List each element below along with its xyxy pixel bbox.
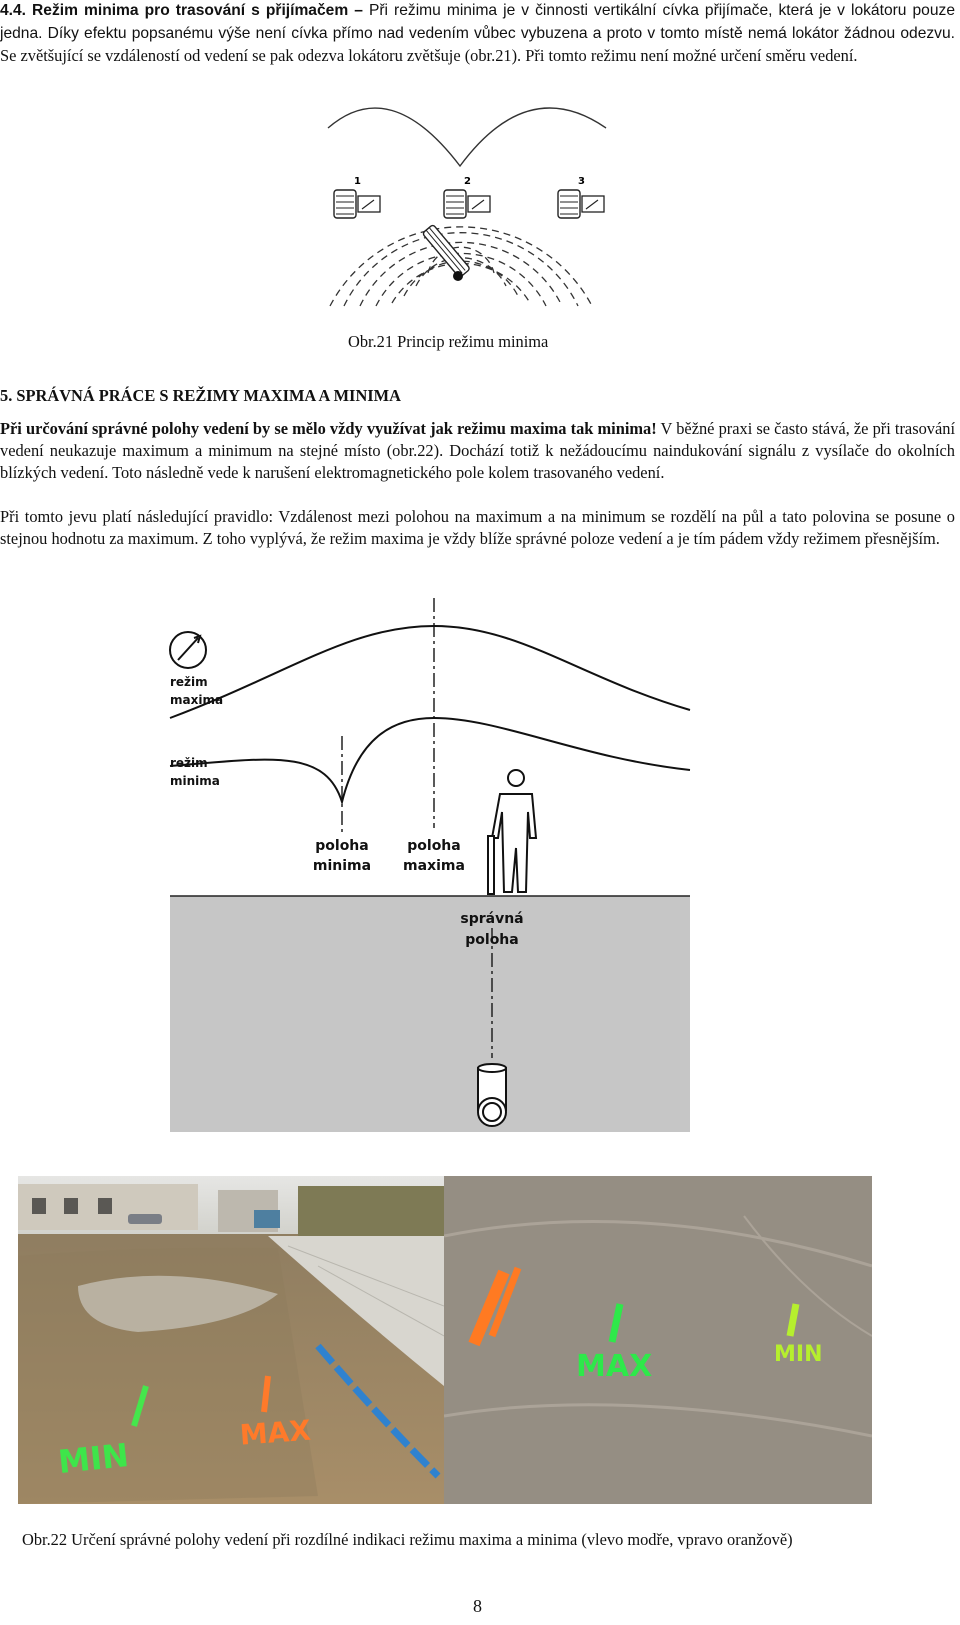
coil-3 (558, 176, 604, 218)
figure-21-minimum-principle (318, 96, 618, 311)
photo-right-surface-markings (444, 1176, 872, 1504)
coil-label-2: 2 (464, 176, 471, 187)
minima-label-2: minima (170, 774, 220, 788)
photo-right-mark-max: MAX (576, 1349, 653, 1384)
figure-22-caption: Obr.22 Určení správné polohy vedení při rozdílné indikaci režimu maxima a minima (vlevo modře, vpravo oranžově) (22, 1530, 793, 1549)
coil-1 (334, 176, 380, 218)
section-5-paragraph-1 (0, 418, 955, 484)
section-4-4-heading: 4.4. Režim minima pro trasování s přijímačem – (0, 2, 363, 19)
maxima-label-2: maxima (170, 693, 224, 707)
maximum-position-label-1: poloha (407, 838, 461, 854)
figure-21-caption: Obr.21 Princip režimu minima (348, 332, 549, 351)
buried-cable-icon (478, 1064, 506, 1126)
section-5-heading: 5. SPRÁVNÁ PRÁCE S REŽIMY MAXIMA A MINIMA (0, 386, 401, 405)
conductor-cross-section (453, 271, 463, 281)
figure-modes-diagram (160, 598, 700, 1138)
photo-left-mark-max: MAX (238, 1413, 312, 1452)
ground-area (170, 896, 690, 1132)
section-4-4-text-1: Při režimu minima je v činnosti vertikální cívka přijímače, která je (362, 2, 832, 19)
coil-2 (444, 176, 490, 218)
maxima-curve (170, 626, 690, 718)
section-5-rule-bold: Při určování správné polohy vedení by se mělo vždy využívat jak režimu maxima tak minima! (0, 419, 657, 438)
minimum-response-curve (328, 108, 606, 166)
photo-left-mark-min: MIN (56, 1435, 131, 1482)
section-4-4-paragraph (0, 0, 955, 67)
minima-label-1: režim (170, 756, 208, 770)
maxima-gauge-icon (170, 632, 206, 668)
page-number: 8 (473, 1596, 482, 1616)
section-5-para1-rest: V běžné praxi se často stává, že při trasování vedení neukazuje maximum a minimum na stejné místo (obr.22). Dochází totiž k nežádoucímu naindukování signálu z vysílače do okolních blízkých vedení. Toto následně vede k narušení elektromagnetického pole kolem trasovaného vedení. (0, 419, 955, 482)
minima-curve (170, 718, 690, 802)
person-with-locator (488, 770, 536, 894)
photo-left-street-markings (18, 1176, 444, 1504)
section-5-paragraph-2: Při tomto jevu platí následující pravidlo: Vzdálenost mezi polohou na maximum a na minimum se rozdělí na půl a tato polovina se posune o stejnou hodnotu za maximum. Z toho vyplývá, že režim maxima je vždy blíže správné poloze vedení a je tím pádem vždy režimem přesnějším. (0, 507, 955, 548)
photo-right-mark-min: MIN (774, 1342, 823, 1367)
coil-label-1: 1 (354, 176, 361, 187)
minimum-position-label-2: minima (312, 858, 372, 874)
correct-position-label-2: poloha (465, 932, 519, 948)
coil-label-3: 3 (578, 176, 585, 187)
maxima-label-1: režim (170, 675, 208, 689)
minimum-position-label-1: poloha (315, 838, 369, 854)
section-4-4-text-3: Se zvětšující se vzdáleností od vedení se pak odezva lokátoru zvětšuje (obr.21). Při tomto režimu není možné určení směru vedení. (0, 46, 858, 65)
correct-position-label-1: správná (460, 911, 524, 927)
section-4-4-text-2: v lokátoru pouze jedna. Díky efektu popsanému výše není cívka přímo nad vedením vůbec vybuzena a proto v tomto místě nemá lokátor žádnou odezvu. (0, 2, 955, 42)
maximum-position-label-2: maxima (403, 858, 465, 874)
